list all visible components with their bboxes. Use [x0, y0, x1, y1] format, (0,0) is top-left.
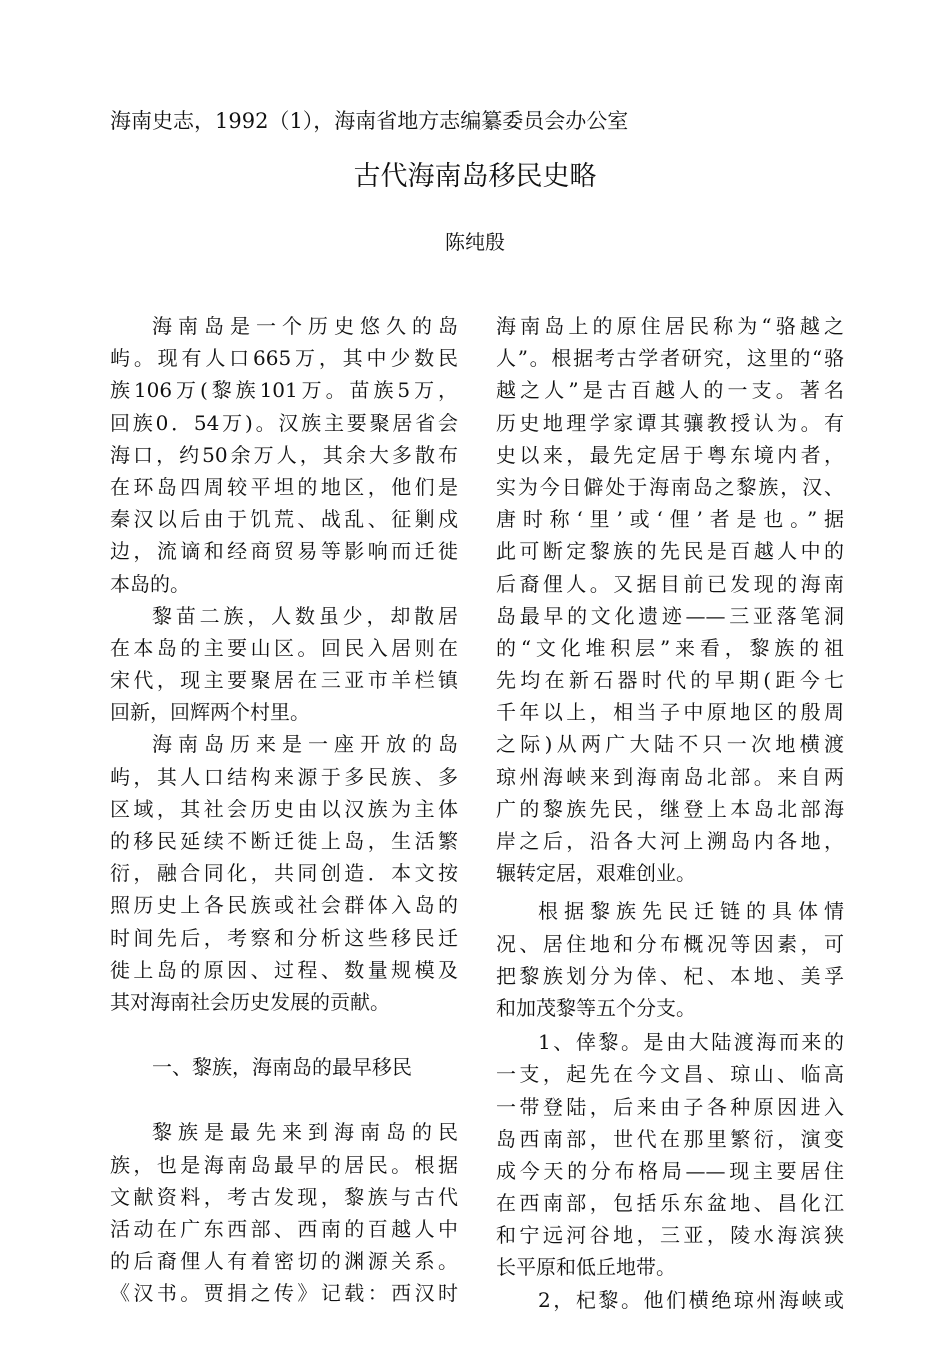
article-title: 古代海南岛移民史略	[353, 161, 597, 192]
text-line: 海南岛历来是一座开放的岛	[152, 732, 458, 757]
text-line: 岛最早的文化遗迹——三亚落笔洞	[496, 603, 844, 628]
paragraph	[496, 895, 844, 1024]
source-citation: 海南史志，1992（1），海南省地方志编纂委员会办公室	[110, 109, 629, 133]
text-line: 本岛的。	[110, 571, 190, 596]
text-line: 黎苗二族，人数虽少，却散居	[152, 603, 458, 628]
text-line: 海南岛是一个历史悠久的岛	[152, 314, 458, 338]
text-line: 衍，融合同化，共同创造．本文按	[110, 861, 458, 886]
text-line: 回新，回辉两个村里。	[110, 700, 310, 725]
text-line: 根据黎族先民迁链的具体情	[538, 899, 844, 924]
text-line: 一带登陆，后来由子各种原因进入	[496, 1094, 844, 1119]
text-line: 历史地理学家谭其骧教授认为。有	[496, 410, 844, 435]
paragraph	[110, 600, 458, 729]
text-line: 长平原和低丘地带。	[496, 1255, 676, 1280]
text-line: 其对海南社会历史发展的贡献。	[110, 989, 390, 1014]
text-line: 后裔俚人。又据目前已发现的海南	[496, 571, 844, 596]
text-line: 在本岛的主要山区。回民入居则在	[110, 635, 458, 660]
text-line: 海南岛上的原住居民称为“骆越之	[496, 314, 844, 338]
text-line: 屿。现有人口665万，其中少数民	[110, 346, 458, 371]
text-line: 海口，约50余万人，其余大多散布	[110, 442, 458, 467]
text-line: 区域，其社会历史由以汉族为主体	[110, 796, 458, 821]
text-line: 活动在广东西部、西南的百越人中	[110, 1216, 458, 1241]
text-line: 唐时称‘里’或‘俚’者是也。”据	[496, 507, 844, 532]
text-line: 1、倖黎。是由大陆渡海而来的	[538, 1030, 844, 1055]
text-line: 广的黎族先民，继登上本岛北部海	[496, 796, 844, 821]
text-line: 时间先后，考察和分析这些移民迁	[110, 925, 458, 950]
text-line: 之际)从两广大陆不只一次地横渡	[496, 732, 844, 757]
text-line: 先均在新石器时代的早期(距今七	[496, 668, 844, 693]
text-line: 屿，其人口结构来源于多民族、多	[110, 764, 458, 789]
text-line: 把黎族划分为倖、杞、本地、美孚	[496, 963, 844, 988]
text-line: 回族0．54万)。汉族主要聚居省会	[110, 410, 458, 435]
text-line: 和加茂黎等五个分支。	[496, 995, 696, 1020]
text-line: 一支，起先在今文昌、琼山、临高	[496, 1062, 844, 1087]
text-line: 2，杞黎。他们横绝琼州海峡或	[538, 1287, 844, 1312]
right-column	[496, 310, 844, 1316]
text-line: 人”。根据考古学者研究，这里的“骆	[496, 346, 844, 371]
paragraph	[110, 728, 458, 1018]
text-line: 越之人”是古百越人的一支。著名	[496, 378, 844, 403]
text-line: 黎族是最先来到海南岛的民	[152, 1120, 458, 1145]
text-line: 岸之后，沿各大河上溯岛内各地，	[496, 829, 844, 853]
text-line: 边，流谪和经商贸易等影响而迁徙	[110, 539, 458, 564]
paragraph	[496, 1284, 844, 1316]
text-line: 和宁远河谷地，三亚，陵水海滨狭	[496, 1223, 844, 1248]
text-line: 史以来，最先定居于粤东境内者，	[496, 442, 844, 467]
text-line: 在西南部，包括乐东盆地、昌化江	[496, 1191, 844, 1216]
text-line: 琼州海峡来到海南岛北部。来自两	[496, 764, 844, 789]
text-line: 千年以上，相当子中原地区的殷周	[496, 700, 844, 725]
text-line: 实为今日僻处于海南岛之黎族，汉、	[496, 474, 844, 499]
text-line: 的后裔俚人有着密切的渊源关系。	[110, 1249, 458, 1274]
text-line: 文献资料，考古发现，黎族与古代	[110, 1184, 458, 1209]
text-line: 宋代，现主要聚居在三亚市羊栏镇	[110, 668, 458, 693]
text-line: 在环岛四周较平坦的地区，他们是	[110, 474, 458, 499]
text-line: 况、居住地和分布概况等因素，可	[496, 931, 844, 956]
text-line: 族，也是海南岛最早的居民。根据	[110, 1152, 458, 1177]
text-line: 徙上岛的原因、过程、数量规模及	[110, 957, 458, 982]
paragraph	[110, 310, 458, 600]
paragraph	[496, 310, 844, 889]
paragraph	[496, 1026, 844, 1284]
text-line: 此可断定黎族的先民是百越人中的	[496, 539, 844, 564]
paragraph	[110, 1116, 458, 1309]
text-line: 族106万(黎族101万。苗族5万，	[110, 378, 458, 403]
text-line: 岛西南部，世代在那里繁衍，演变	[496, 1126, 844, 1151]
text-line: 照历史上各民族或社会群体入岛的	[110, 893, 458, 918]
left-column	[110, 310, 458, 1309]
text-line: 《汉书。贾捐之传》记载：西汉时	[110, 1281, 458, 1306]
text-line: 秦汉以后由于饥荒、战乱、征剿戍	[110, 507, 458, 532]
article-author: 陈纯殷	[445, 230, 505, 254]
text-line: 辗转定居，艰难创业。	[496, 861, 696, 886]
text-line: 成今天的分布格局——现主要居住	[496, 1158, 844, 1183]
text-line: 的移民延续不断迁徙上岛，生活繁	[110, 829, 458, 853]
text-line: 的“文化堆积层”来看，黎族的祖	[496, 635, 844, 660]
section-heading: 一、黎族，海南岛的最早移民	[152, 1055, 412, 1080]
